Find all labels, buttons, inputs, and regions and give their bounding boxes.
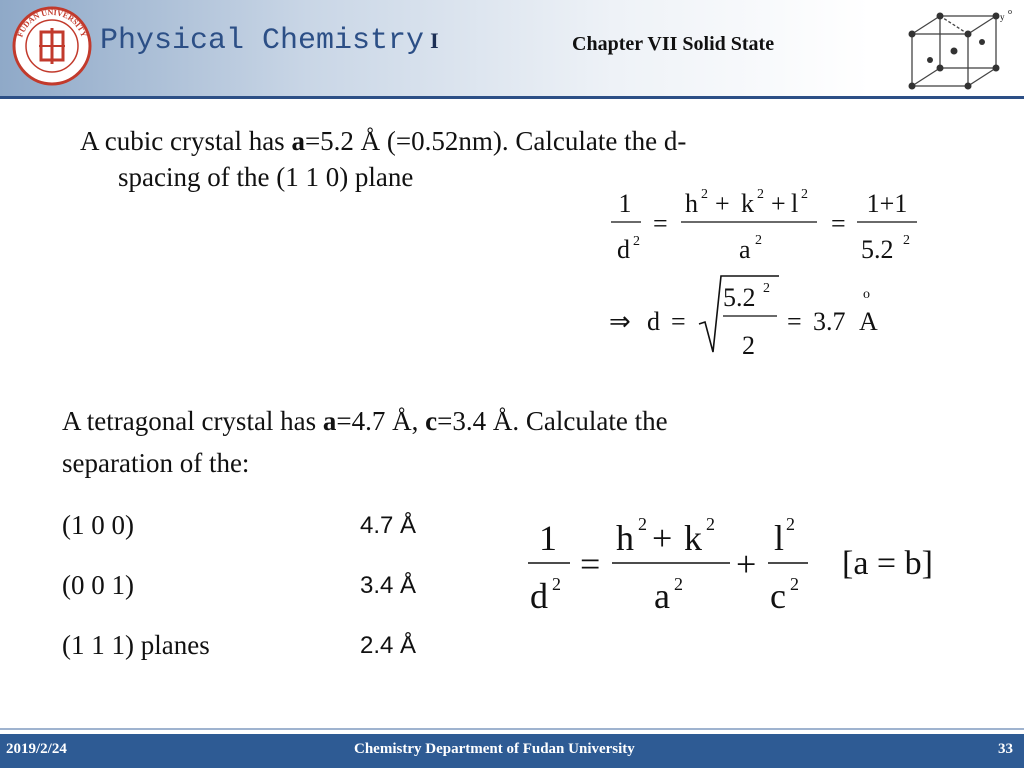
f3-plus-1: + bbox=[652, 518, 673, 558]
f2-root-denominator: 2 bbox=[742, 331, 755, 360]
footer-date: 2019/2/24 bbox=[6, 741, 67, 757]
plane-value-111: 2.4 Å bbox=[360, 632, 417, 659]
f1-rhs-numerator: 1+1 bbox=[866, 189, 908, 218]
footer-divider bbox=[0, 728, 1024, 730]
f1-mid-denominator: a bbox=[739, 235, 751, 264]
f2-root-numerator: 5.2 bbox=[723, 283, 756, 312]
f1-plus-2: + bbox=[771, 189, 786, 218]
f3-k: k bbox=[684, 518, 702, 558]
f3-condition: [a = b] bbox=[842, 545, 933, 582]
f1-equals-1: = bbox=[653, 209, 668, 238]
problem1-line2: spacing of the (1 1 0) plane bbox=[118, 162, 414, 192]
footer-page-number: 33 bbox=[998, 741, 1013, 757]
course-title-text: Physical Chemistry bbox=[100, 24, 425, 58]
d-spacing-tetragonal-formula bbox=[520, 508, 960, 620]
f3-l: l bbox=[774, 518, 785, 558]
problem1-text-b: =5.2 Å (=0.52nm). Calculate the d- bbox=[304, 126, 687, 156]
f1-lhs-exponent: 2 bbox=[633, 234, 640, 249]
f3-l-exp: 2 bbox=[786, 514, 795, 534]
f1-rhs-den-exp: 2 bbox=[903, 233, 910, 248]
f1-rhs-denominator: 5.2 bbox=[861, 235, 894, 264]
problem2-text-a: A tetragonal crystal has bbox=[62, 406, 323, 436]
chapter-title: Chapter VII Solid State bbox=[572, 33, 775, 55]
f1-lhs-denominator: d bbox=[617, 235, 630, 264]
f2-unit: A bbox=[859, 307, 878, 336]
footer-department: Chemistry Department of Fudan University bbox=[354, 741, 635, 757]
f3-c: c bbox=[770, 576, 786, 616]
svg-text:y: y bbox=[1000, 12, 1005, 22]
f1-k-exp: 2 bbox=[757, 187, 764, 202]
f1-k: k bbox=[741, 189, 754, 218]
f2-equals-1: = bbox=[671, 307, 686, 336]
f3-c-exp: 2 bbox=[790, 574, 799, 594]
f3-a-exp: 2 bbox=[674, 574, 683, 594]
plane-label-001: (0 0 1) bbox=[62, 570, 134, 600]
problem2-line1 bbox=[62, 404, 668, 438]
f3-lhs-denominator: d bbox=[530, 576, 548, 616]
f2-equals-2: = bbox=[787, 307, 802, 336]
crystal-lattice-icon bbox=[900, 4, 1020, 96]
f3-lhs-exp: 2 bbox=[552, 574, 561, 594]
f3-plus-2: + bbox=[736, 544, 757, 584]
svg-text:o: o bbox=[1008, 7, 1012, 16]
problem1-text-a: A cubic crystal has bbox=[80, 126, 292, 156]
lattice-a-symbol: a bbox=[291, 126, 305, 156]
course-title bbox=[100, 24, 439, 58]
plane-value-100: 4.7 Å bbox=[360, 512, 417, 539]
f1-plus-1: + bbox=[715, 189, 730, 218]
header-divider bbox=[0, 96, 1024, 99]
f3-lhs-numerator: 1 bbox=[539, 518, 557, 558]
d-spacing-cubic-formula bbox=[605, 182, 935, 267]
course-number: I bbox=[430, 28, 439, 53]
f1-equals-2: = bbox=[831, 209, 846, 238]
f3-equals: = bbox=[580, 544, 601, 584]
f3-k-exp: 2 bbox=[706, 514, 715, 534]
f1-mid-den-exp: 2 bbox=[755, 233, 762, 248]
f2-d: d bbox=[647, 307, 660, 336]
f2-result: 3.7 bbox=[813, 307, 846, 336]
f3-h: h bbox=[616, 518, 634, 558]
problem2-text-b: =4.7 Å, bbox=[336, 406, 426, 436]
plane-value-001: 3.4 Å bbox=[360, 572, 417, 599]
plane-label-111: (1 1 1) planes bbox=[62, 630, 210, 660]
lattice-a-symbol-2: a bbox=[322, 406, 337, 436]
f1-h-exp: 2 bbox=[701, 187, 708, 202]
problem1-line1 bbox=[80, 124, 686, 158]
f2-implies: ⇒ bbox=[609, 307, 631, 336]
problem2-text-c: =3.4 Å. Calculate the bbox=[437, 406, 668, 436]
lattice-c-symbol: c bbox=[425, 406, 438, 436]
f2-root-exp: 2 bbox=[763, 281, 770, 296]
f3-a: a bbox=[654, 576, 670, 616]
f1-h: h bbox=[685, 189, 698, 218]
f1-l-exp: 2 bbox=[801, 187, 808, 202]
f3-h-exp: 2 bbox=[638, 514, 647, 534]
fudan-university-seal-icon bbox=[12, 6, 92, 86]
seal-text: FUDAN UNIVERSITY bbox=[15, 7, 89, 39]
problem2-line2: separation of the: bbox=[62, 448, 250, 478]
d-spacing-result-formula bbox=[605, 268, 905, 368]
f1-lhs-numerator: 1 bbox=[618, 189, 632, 218]
plane-label-100: (1 0 0) bbox=[62, 510, 134, 540]
f2-angstrom-ring: o bbox=[863, 287, 870, 302]
f1-l: l bbox=[791, 189, 799, 218]
